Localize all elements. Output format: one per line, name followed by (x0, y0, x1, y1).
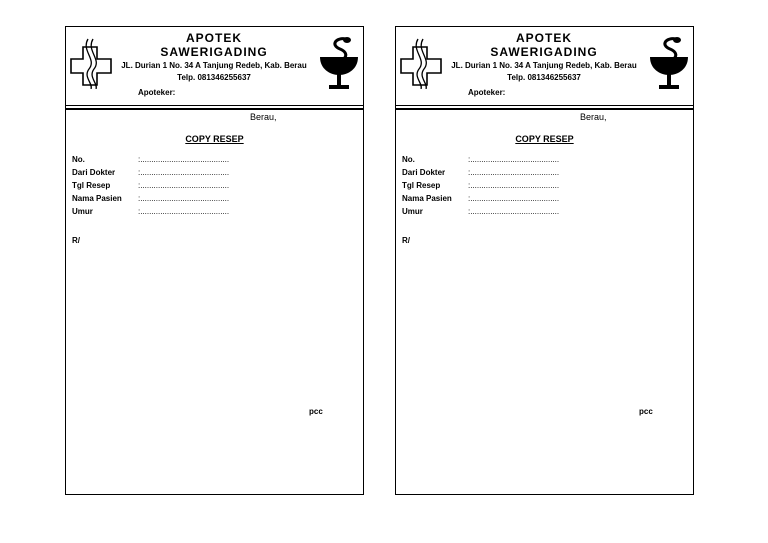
pharmacy-address: JL. Durian 1 No. 34 A Tanjung Redeb, Kab. Berau (451, 61, 637, 70)
header-divider-thin (66, 105, 363, 106)
field-row-number (72, 155, 272, 168)
pharmacy-name-line2: SAWERIGADING (160, 45, 268, 59)
field-row-age (402, 207, 602, 220)
field-blank: :........................................ (138, 181, 230, 190)
field-row-prescription-date (72, 181, 272, 194)
field-label: Dari Dokter (72, 168, 116, 177)
field-row-age (72, 207, 272, 220)
document-heading: COPY RESEP (515, 134, 574, 144)
field-row-doctor (402, 168, 602, 181)
field-blank: :........................................ (468, 168, 560, 177)
document-heading: COPY RESEP (185, 134, 244, 144)
copy-resep-form-right (395, 26, 694, 495)
bowl-of-hygieia-icon (646, 35, 692, 93)
field-label: No. (402, 155, 415, 164)
place-date-label: Berau, (580, 112, 607, 122)
header-divider-thin (396, 105, 693, 106)
pcc-label: pcc (639, 407, 653, 416)
header-divider-thick (66, 108, 363, 110)
field-blank: :........................................ (138, 194, 230, 203)
field-blank: :........................................ (468, 181, 560, 190)
header-divider-thick (396, 108, 693, 110)
pharmacist-label: Apoteker: (138, 88, 176, 97)
pharmacy-name-line1: APOTEK (185, 31, 242, 45)
field-blank: :........................................ (468, 207, 560, 216)
pcc-label: pcc (309, 407, 323, 416)
field-blank: :........................................ (138, 207, 230, 216)
place-date-label: Berau, (250, 112, 277, 122)
field-blank: :........................................ (468, 194, 560, 203)
field-row-prescription-date (402, 181, 602, 194)
field-row-number (402, 155, 602, 168)
field-blank: :........................................ (468, 155, 560, 164)
pharmacy-phone: Telp. 081346255637 (177, 73, 251, 82)
pharmacy-phone: Telp. 081346255637 (507, 73, 581, 82)
recipe-symbol: R/ (402, 236, 410, 245)
field-label: Tgl Resep (72, 181, 111, 190)
bowl-of-hygieia-icon (316, 35, 362, 93)
pharmacy-name-line1: APOTEK (515, 31, 572, 45)
prescription-fields (72, 155, 272, 220)
recipe-symbol: R/ (72, 236, 80, 245)
field-label: No. (72, 155, 85, 164)
field-row-patient-name (402, 194, 602, 207)
copy-resep-form-left (65, 26, 364, 495)
pharmacy-address: JL. Durian 1 No. 34 A Tanjung Redeb, Kab. Berau (121, 61, 307, 70)
pharmacist-label: Apoteker: (468, 88, 506, 97)
field-row-patient-name (72, 194, 272, 207)
form-header (66, 27, 363, 107)
pharmacy-title-block (108, 31, 320, 84)
field-label: Nama Pasien (72, 194, 122, 203)
field-label: Dari Dokter (402, 168, 446, 177)
field-label: Umur (72, 207, 93, 216)
form-header (396, 27, 693, 107)
pharmacy-name-line2: SAWERIGADING (490, 45, 598, 59)
prescription-fields (402, 155, 602, 220)
field-label: Nama Pasien (402, 194, 452, 203)
field-blank: :........................................ (138, 168, 230, 177)
field-blank: :........................................ (138, 155, 230, 164)
field-row-doctor (72, 168, 272, 181)
field-label: Tgl Resep (402, 181, 441, 190)
field-label: Umur (402, 207, 423, 216)
pharmacy-title-block (438, 31, 650, 84)
